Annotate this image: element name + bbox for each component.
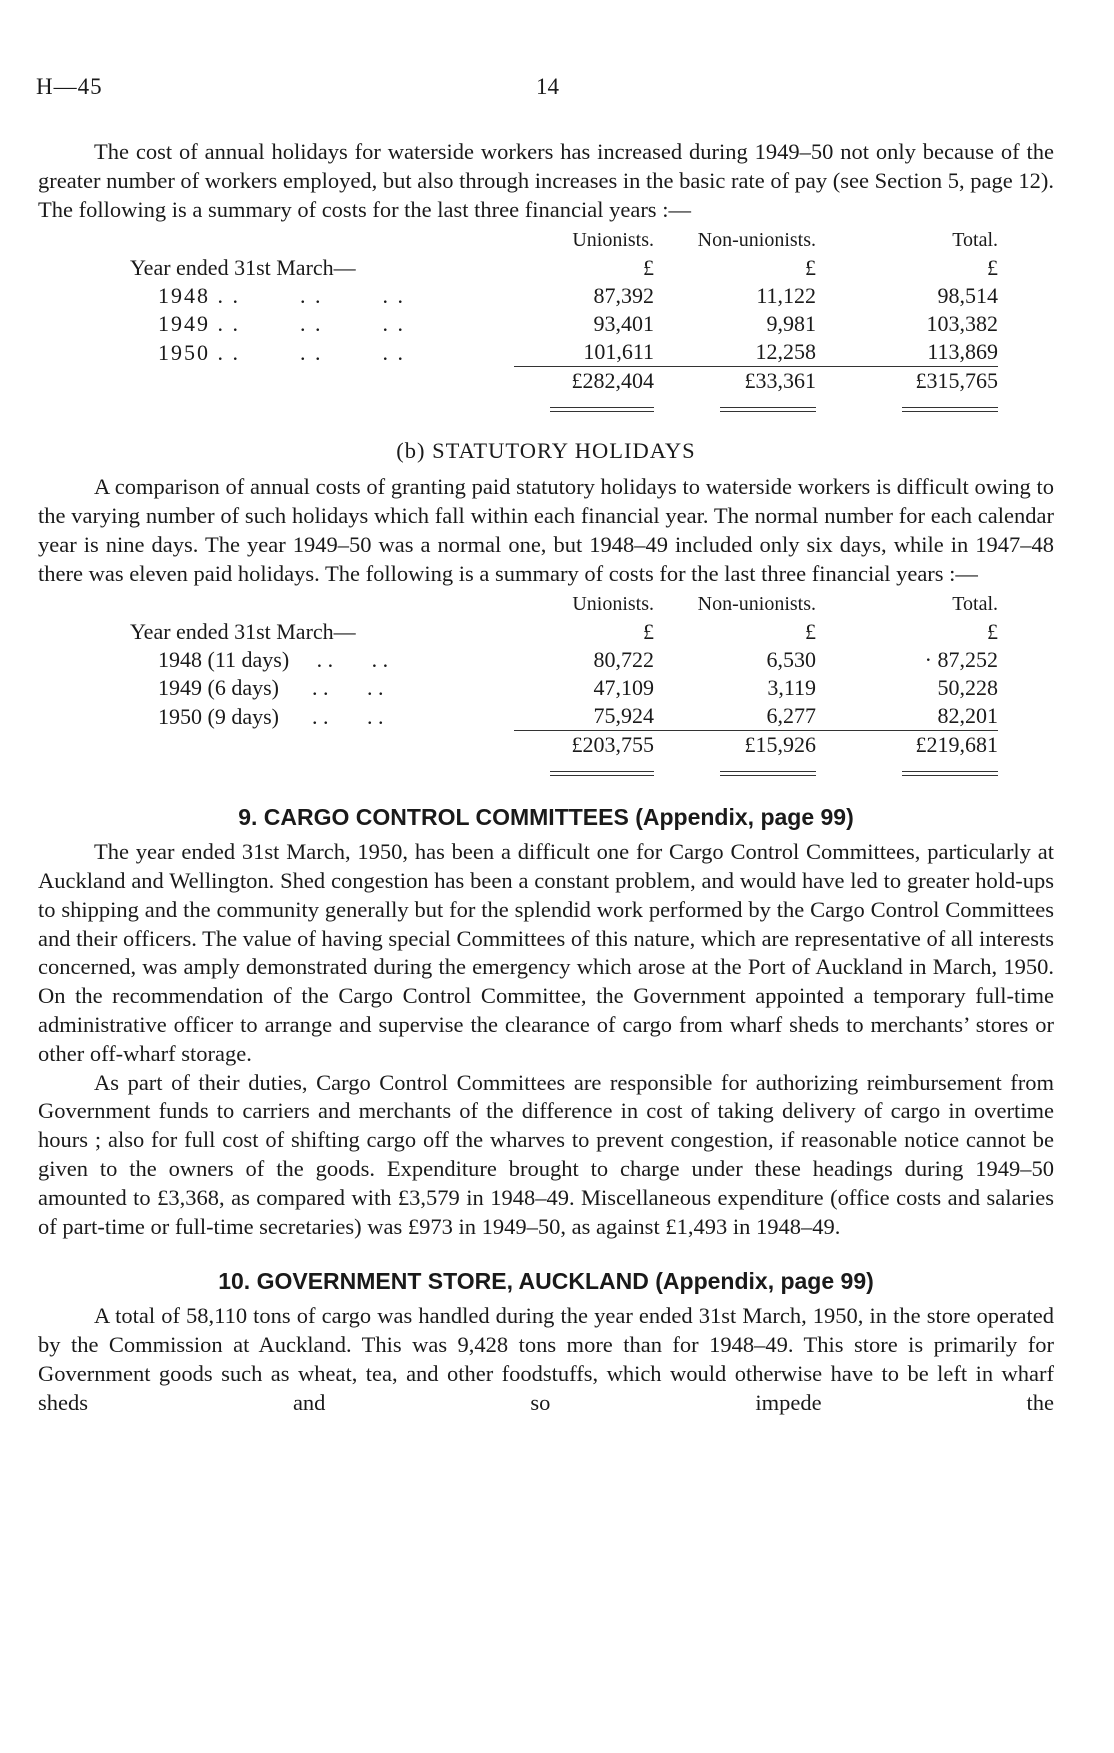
row-year: 1949 (6 days) . . . .	[158, 675, 384, 701]
row-non-unionists: 3,119	[767, 675, 816, 701]
annual-holidays-table	[130, 226, 998, 423]
total-unionists: £282,404	[514, 367, 654, 396]
section-9-appendix: (Appendix, page 99)	[635, 804, 854, 831]
currency-symbol: £	[987, 619, 998, 645]
table-row	[130, 674, 998, 702]
section-9-paragraph-2: As part of their duties, Cargo Control Committees are responsible for authorizing reimbursement from Government funds to carriers and merchants of the difference in cost of taking delivery of cargo in overtime hours ; also for full cost of shifting cargo off the wharves to prevent congestion, if reasonable notice cannot be given to the owners of the goods. Expenditure brought to charge under these headings during 1949–50 amounted to £3,368, as compared with £3,579 in 1948–49. Miscellaneous expenditure (office costs and salaries of part-time or full-time secretaries) was £973 in 1949–50, as against £1,493 in 1948–49.	[38, 1069, 1054, 1239]
row-non-unionists: 9,981	[766, 311, 816, 337]
page-header	[36, 74, 1078, 114]
row-year: 1948 (11 days) . . . .	[158, 647, 389, 673]
table-currency-row	[130, 618, 998, 646]
column-header-unionists: Unionists.	[572, 229, 654, 252]
row-non-unionists: 6,530	[766, 647, 816, 673]
table-header-row	[130, 226, 998, 254]
statutory-holidays-title: (b) STATUTORY HOLIDAYS	[396, 438, 696, 464]
section-10-paragraph: A total of 58,110 tons of cargo was handled during the year ended 31st March, 1950, in the store operated by the Commission at Auckland. This was 9,428 tons more than for 1948–49. This store is primarily for Government goods such as wheat, tea, and other foodstuffs, which would otherwise have to be left in wharf sheds and so impede the	[38, 1303, 1054, 1415]
double-rule	[720, 407, 816, 412]
double-rule	[550, 407, 654, 412]
currency-symbol: £	[987, 255, 998, 281]
total-total: £219,681	[816, 731, 998, 760]
row-total: 82,201	[937, 703, 998, 729]
row-non-unionists: 6,277	[766, 703, 816, 729]
row-unionists: 93,401	[593, 311, 654, 337]
double-rule-row	[130, 759, 998, 787]
table-row	[130, 310, 998, 338]
section-10-heading	[38, 1267, 1054, 1296]
total-non-unionists: £33,361	[654, 367, 816, 396]
row-year: 1950 . . . . . .	[158, 339, 405, 365]
currency-symbol: £	[805, 619, 816, 645]
double-rule	[550, 771, 654, 776]
row-total: 50,228	[937, 675, 998, 701]
year-label: Year ended 31st March—	[130, 619, 356, 645]
row-unionists: 80,722	[593, 647, 654, 673]
page-content	[38, 138, 1054, 1417]
statutory-holidays-table	[130, 590, 998, 787]
section-9-heading	[38, 803, 1054, 832]
column-header-total: Total.	[952, 593, 998, 616]
section-10-title: 10. GOVERNMENT STORE, AUCKLAND	[218, 1268, 649, 1295]
table-header-row	[130, 590, 998, 618]
table-total-row	[130, 367, 998, 396]
table-row	[130, 702, 998, 731]
currency-symbol: £	[643, 619, 654, 645]
column-header-total: Total.	[952, 229, 998, 252]
row-non-unionists: 11,122	[756, 283, 816, 309]
currency-symbol: £	[643, 255, 654, 281]
row-total: · 87,252	[924, 647, 998, 673]
total-total: £315,765	[816, 367, 998, 396]
table-row	[130, 646, 998, 674]
row-total: 113,869	[927, 339, 998, 365]
section-9-paragraph-1: The year ended 31st March, 1950, has been a difficult one for Cargo Control Committees, particularly at Auckland and Wellington. Shed congestion has been a constant problem, and would have led to greater hold-ups to shipping and the community generally but for the splendid work performed by the Cargo Control Committees and their officers. The value of having special Committees of this nature, which are representative of all interests concerned, was amply demonstrated during the emergency which arose at the Port of Auckland in March, 1950. On the recommendation of the Cargo Control Committee, the Government appointed a temporary full-time administrative officer to arrange and supervise the clearance of cargo from wharf sheds to merchants’ stores or other off-wharf storage.	[38, 839, 1054, 1066]
row-year: 1950 (9 days) . . . .	[158, 703, 384, 729]
row-unionists: 101,611	[583, 339, 654, 365]
total-non-unionists: £15,926	[654, 731, 816, 760]
row-unionists: 75,924	[593, 703, 654, 729]
double-rule	[720, 771, 816, 776]
year-label: Year ended 31st March—	[130, 255, 356, 281]
total-unionists: £203,755	[514, 731, 654, 760]
column-header-non-unionists: Non-unionists.	[697, 229, 816, 252]
section-10-appendix: (Appendix, page 99)	[655, 1268, 874, 1295]
row-total: 98,514	[937, 283, 998, 309]
section-9-title: 9. CARGO CONTROL COMMITTEES	[238, 804, 629, 831]
double-rule	[902, 407, 998, 412]
page-number: 14	[536, 74, 559, 99]
table-currency-row	[130, 254, 998, 282]
table-total-row	[130, 731, 998, 760]
row-unionists: 87,392	[593, 283, 654, 309]
annual-holidays-paragraph: The cost of annual holidays for waterside workers has increased during 1949–50 not only because of the greater number of workers employed, but also through increases in the basic rate of pay (see Section 5, page 12). The following is a summary of costs for the last three financial years :—	[38, 139, 1054, 222]
page-code: H—45	[36, 74, 103, 99]
column-header-unionists: Unionists.	[572, 593, 654, 616]
column-header-non-unionists: Non-unionists.	[697, 593, 816, 616]
row-year: 1948 . . . . . .	[158, 283, 405, 309]
row-total: 103,382	[926, 311, 998, 337]
table-row	[130, 282, 998, 310]
row-non-unionists: 12,258	[755, 339, 816, 365]
currency-symbol: £	[805, 255, 816, 281]
statutory-holidays-paragraph: A comparison of annual costs of granting paid statutory holidays to waterside workers is difficult owing to the varying number of such holidays which fall within each financial year. The normal number for each calendar year is nine days. The year 1949–50 was a normal one, but 1948–49 included only six days, while in 1947–48 there was eleven paid holidays. The following is a summary of costs for the last three financial years :—	[38, 474, 1054, 586]
row-unionists: 47,109	[593, 675, 654, 701]
table-row	[130, 338, 998, 367]
row-year: 1949 . . . . . .	[158, 311, 405, 337]
double-rule-row	[130, 395, 998, 423]
double-rule	[902, 771, 998, 776]
